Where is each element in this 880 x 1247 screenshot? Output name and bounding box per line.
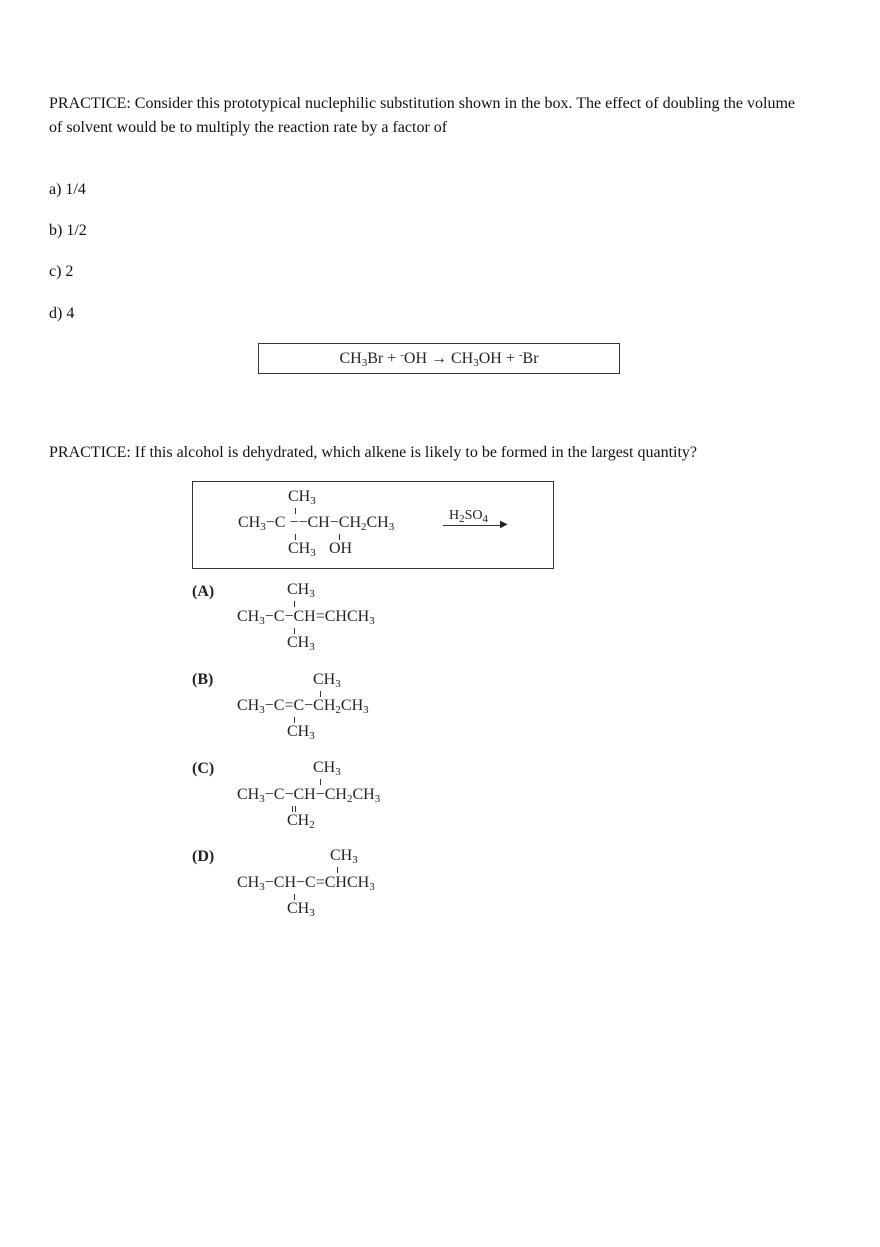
label-a: (A): [192, 583, 215, 600]
d-main-chain: $CH_3-CH-C=CHCH_3$: [237, 874, 375, 893]
reaction-box: [258, 343, 620, 374]
product-bromide: -Br: [518, 348, 539, 367]
label-d: (D): [192, 848, 215, 865]
reaction-arrow: →: [431, 349, 447, 367]
bond: [320, 779, 321, 785]
top-methyl: $CH_3$: [288, 488, 316, 507]
c-top-methyl: $CH_3$: [313, 759, 341, 778]
option-b: b) 1/2: [49, 222, 87, 239]
option-d: d) 4: [49, 305, 75, 322]
bond: [337, 867, 338, 873]
reactant-hydroxide: -OH: [400, 348, 427, 367]
b-bottom-methyl: $CH_3$: [287, 723, 315, 742]
a-main-chain: $CH_3-C-CH=CHCH_3$: [237, 608, 375, 627]
label-b: (B): [192, 671, 214, 688]
b-main-chain: $CH_3-C=C-CH_2CH_3$: [237, 697, 369, 716]
bond: [294, 601, 295, 607]
main-chain: $CH_3-C --CH-CH_2CH_3$: [238, 514, 395, 533]
c-main-chain: $CH_3-C-CH-CH_2CH_3$: [237, 786, 381, 805]
plus-sign-2: +: [505, 349, 515, 367]
reaction-arrow-line: [443, 525, 505, 526]
reactant-methyl-bromide: $CH_3Br$: [339, 349, 384, 369]
option-a: a) 1/4: [49, 181, 86, 198]
label-c: (C): [192, 760, 215, 777]
a-top-methyl: $CH_3$: [287, 581, 315, 600]
bottom-methyl: $CH_3$: [288, 540, 316, 559]
product-methanol: $CH_3OH$: [451, 349, 502, 369]
option-c: c) 2: [49, 263, 74, 280]
b-top-methyl: $CH_3$: [313, 671, 341, 690]
question-1-text: PRACTICE: Consider this prototypical nuclephilic substitution shown in the box. The effect of doubling the volume of solvent would be to multiply the reaction rate by a factor of: [49, 95, 795, 136]
c-methylene: $CH_2$: [287, 812, 315, 831]
question-2-text: PRACTICE: If this alcohol is dehydrated, which alkene is likely to be formed in the largest quantity?: [49, 444, 698, 461]
plus-sign: +: [387, 349, 397, 367]
d-top-methyl: $CH_3$: [330, 847, 358, 866]
a-bottom-methyl: $CH_3$: [287, 634, 315, 653]
alcohol-structure-box: [192, 481, 554, 569]
reagent-sulfuric-acid: $H_2SO_4$: [449, 508, 489, 525]
d-bottom-methyl: $CH_3$: [287, 900, 315, 919]
hydroxyl-group: OH: [329, 540, 353, 557]
reaction-arrowhead: ▶: [500, 519, 508, 530]
